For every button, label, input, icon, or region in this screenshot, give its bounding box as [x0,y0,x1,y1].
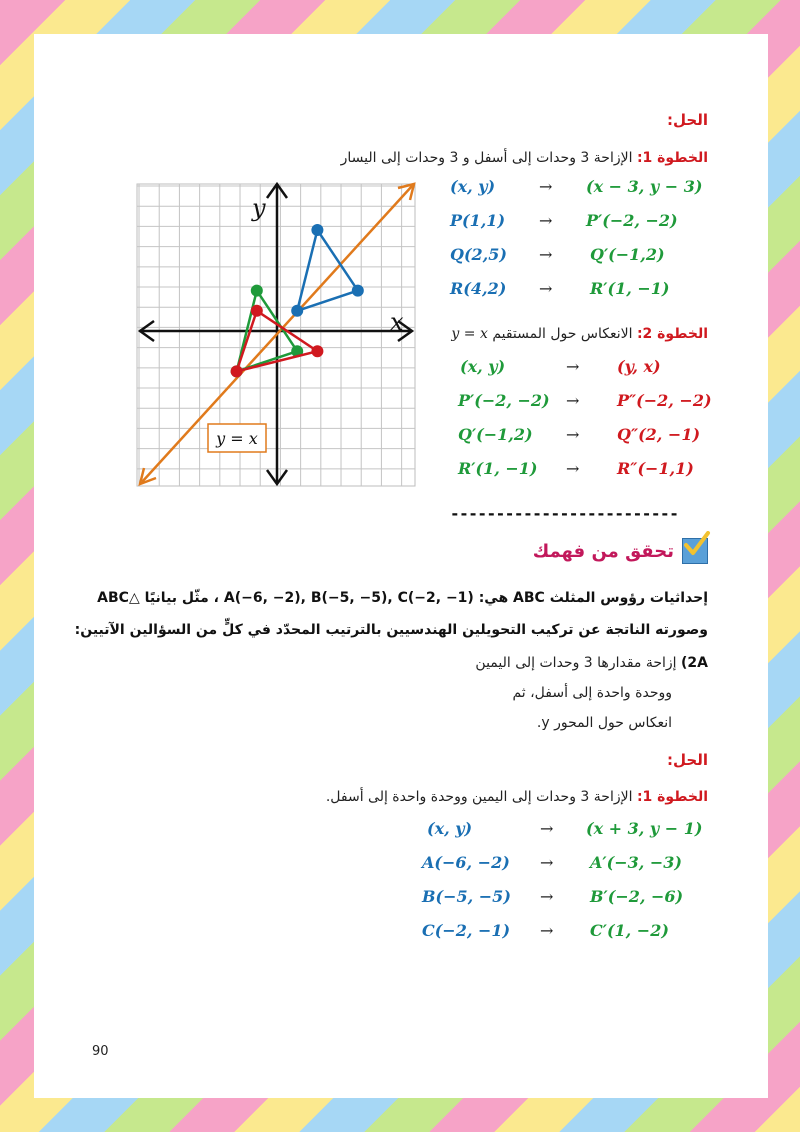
map2-right-2: Q″(2, −1) [617,425,701,444]
check-title: تحقق من فهمك [532,540,674,562]
map3-arrow-1: → [540,853,554,872]
map1-left-3: R(4,2) [450,279,507,298]
problem-line1: إحداثيات رؤوس المثلث ABC هي: A(−6, −2), B(−5, −5), C(−2, −1) ، مثّل بيانيًا △ABC [97,590,708,606]
map1-right-3: R′(1, −1) [590,279,670,298]
checkbox-icon [682,538,708,564]
map3-arrow-3: → [540,921,554,940]
page [34,34,768,1098]
question-2a [475,655,708,671]
solution2-label: الحل: [667,751,708,769]
question-line1: إزاحة مقدارها 3 وحدات إلى اليمين [475,655,677,671]
map2-arrow-1: → [566,391,580,410]
line-label-box [208,424,266,452]
step1-text: الإزاحة 3 وحدات إلى أسفل و 3 وحدات إلى اليسار [340,150,633,166]
map1-arrow-2: → [539,245,553,264]
line-label: y = x [216,429,258,448]
map1-left-1: P(1,1) [450,211,506,230]
step2-equation: y = x [451,326,488,342]
triangle-pqr-double-prime-vertex [251,305,263,317]
map1-arrow-3: → [539,279,553,298]
map3-arrow-2: → [540,887,554,906]
map3-left-0: (x, y) [427,819,473,838]
triangle-pqr-vertex [352,285,364,297]
question-number: 2A) [681,655,708,671]
map2-right-3: R″(−1,1) [617,459,694,478]
coordinate-graph [134,180,424,492]
map1-arrow-1: → [539,211,553,230]
step2-line [451,326,708,342]
dashed-divider: ------------------------- [450,504,679,523]
question-line2: ووحدة واحدة إلى أسفل، ثم [512,685,672,701]
map3-right-1: A′(−3, −3) [590,853,682,872]
step1b-text: الإزاحة 3 وحدات إلى اليمين ووحدة واحدة إلى أسفل. [325,789,633,805]
question-line3: انعكاس حول المحور y. [536,715,672,731]
map2-left-1: P′(−2, −2) [458,391,550,410]
map3-left-3: C(−2, −1) [422,921,511,940]
map1-right-2: Q′(−1,2) [590,245,665,264]
step2-text: الانعكاس حول المستقيم [492,326,633,342]
step1b-label: الخطوة 1: [636,789,708,805]
step1-line [341,150,708,166]
map2-arrow-0: → [566,357,580,376]
triangle-pqr-vertex [291,305,303,317]
triangle-pqr-double-prime-vertex [231,365,243,377]
step2-label: الخطوة 2: [636,326,708,342]
map2-right-0: (y, x) [617,357,661,376]
map2-arrow-3: → [566,459,580,478]
problem-line2: وصورته الناتجة عن تركيب التحويلين الهندسيين بالترتيب المحدّد في كلٍّ من السؤالين الآتيين: [74,622,708,638]
solution-label: الحل: [667,111,708,129]
map2-left-2: Q′(−1,2) [458,425,533,444]
check-section-header [533,538,708,564]
step1b-line [326,789,708,805]
triangle-pqr-double-prime-vertex [311,345,323,357]
map2-left-3: R′(1, −1) [458,459,538,478]
page-number: 90 [92,1044,109,1059]
map3-right-2: B′(−2, −6) [590,887,684,906]
triangle-pqr-prime-vertex [251,285,263,297]
map3-left-1: A(−6, −2) [422,853,510,872]
map3-left-2: B(−5, −5) [422,887,511,906]
map2-left-0: (x, y) [460,357,506,376]
map1-right-0: (x − 3, y − 3) [586,177,703,196]
map1-arrow-0: → [539,177,553,196]
map1-right-1: P′(−2, −2) [586,211,678,230]
map3-right-3: C′(1, −2) [590,921,669,940]
step1-label: الخطوة 1: [636,150,708,166]
map2-right-1: P″(−2, −2) [617,391,712,410]
triangle-pqr-vertex [311,224,323,236]
map1-left-2: Q(2,5) [450,245,507,264]
map2-arrow-2: → [566,425,580,444]
map3-arrow-0: → [540,819,554,838]
map1-left-0: (x, y) [450,177,496,196]
y-axis-label: y [252,194,266,222]
map3-right-0: (x + 3, y − 1) [586,819,703,838]
x-axis-label: x [390,308,404,336]
